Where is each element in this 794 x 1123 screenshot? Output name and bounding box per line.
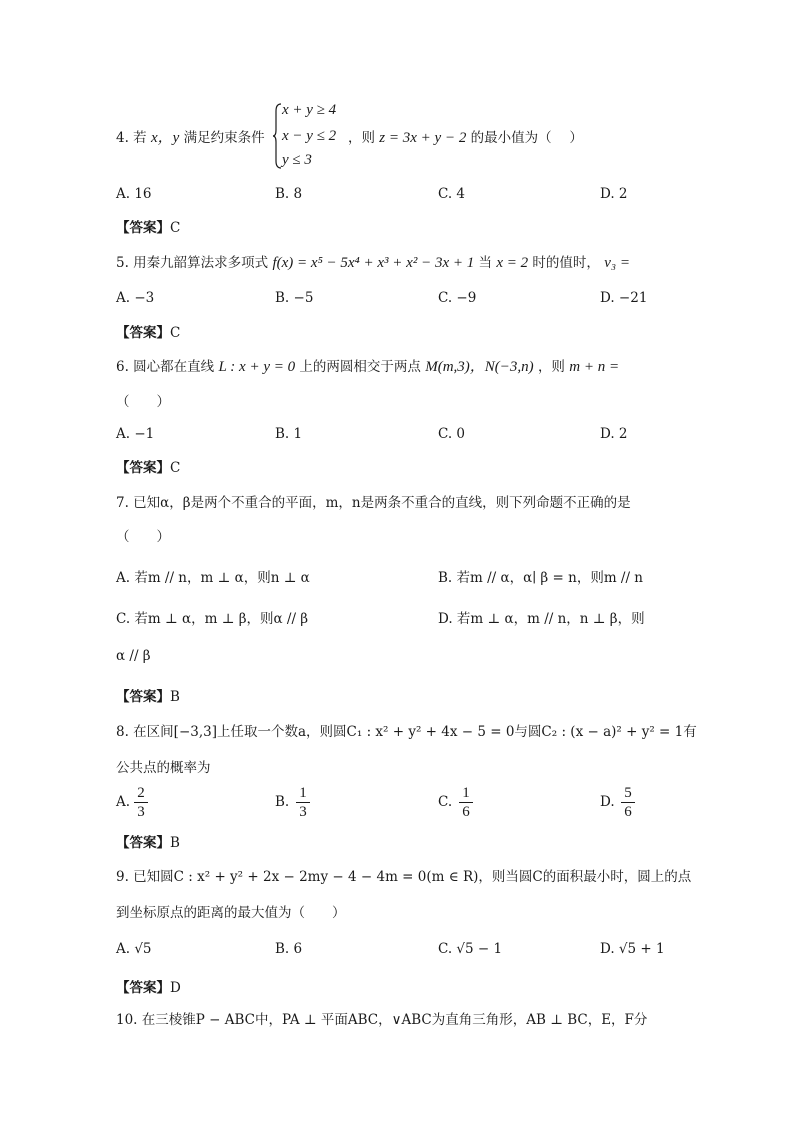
q8-option-d-fraction: $\frac{5}{6}$ (621, 784, 635, 821)
q4-vars: x，y (150, 130, 180, 146)
q8-option-a-label: A. (116, 794, 131, 810)
q7-option-a: A. 若m // n，m ⊥ α，则n ⊥ α (116, 570, 310, 586)
q6-option-b: B. 1 (275, 426, 303, 442)
q6-tail: ，则 (537, 359, 565, 375)
q9-answer: 【答案】D (116, 980, 181, 996)
q8-option-c-fraction: $\frac{1}{6}$ (459, 784, 473, 821)
q9-option-d: D. √5 + 1 (600, 941, 665, 957)
q4-option-c: C. 4 (438, 186, 466, 202)
q9-option-c: C. √5 − 1 (438, 941, 503, 957)
brace-icon (272, 103, 282, 169)
q5-answer-value: C (170, 325, 181, 341)
q5-option-d: D. −21 (600, 290, 648, 306)
q9-answer-value: D (170, 980, 181, 996)
q5-polynomial: f(x) = x⁵ − 5x⁴ + x³ + x² − 3x + 1 (272, 255, 475, 271)
q10-stem: 10. 在三棱锥P − ABC中，PA ⊥ 平面ABC，∨ABC为直角三角形，AB ⊥ BC，E，F分 (116, 1012, 648, 1028)
q6-answer-value: C (170, 460, 181, 476)
q6-mid: 上的两圆相交于两点 (299, 359, 421, 375)
q6-option-d: D. 2 (600, 426, 628, 442)
q6-option-c: C. 0 (438, 426, 466, 442)
q8-stem-cont: 公共点的概率为 (116, 760, 211, 776)
q6-answer: 【答案】C (116, 460, 181, 476)
q7-option-c: C. 若m ⊥ α，m ⊥ β，则α // β (116, 611, 309, 627)
q5-mid: 当 (478, 255, 493, 271)
q4-constraint-1: x + y ≥ 4 (282, 102, 337, 118)
q7-option-d: D. 若m ⊥ α，m // n，n ⊥ β，则 (438, 611, 645, 627)
q8-option-d-label: D. (600, 794, 615, 810)
q6-line: L : x + y = 0 (218, 359, 296, 375)
q4-tail1: ，则 (348, 130, 375, 146)
q6-option-a: A. −1 (116, 426, 155, 442)
q7-option-d-cont: α // β (116, 648, 151, 664)
q4-constraint-2: x − y ≤ 2 (282, 128, 337, 144)
q5-tail: 时的值时， (532, 255, 600, 271)
q8-answer-value: B (170, 835, 180, 851)
q6-expr: m + n = (569, 359, 620, 375)
q4-answer: 【答案】C (116, 220, 181, 236)
q9-stem: 9. 已知圆C : x² + y² + 2x − 2my − 4 − 4m = 0(m ∈ R)，则当圆C的面积最小时，圆上的点 (116, 869, 692, 885)
q4-option-d: D. 2 (600, 186, 628, 202)
q5-condition: x = 2 (496, 255, 529, 271)
q8-answer: 【答案】B (116, 835, 180, 851)
q4-constraint-3: y ≤ 3 (282, 152, 312, 168)
q5-option-c: C. −9 (438, 290, 477, 306)
q9-option-b: B. 6 (275, 941, 303, 957)
q5-option-a: A. −3 (116, 290, 155, 306)
q4-option-a: A. 16 (116, 186, 152, 202)
q7-answer: 【答案】B (116, 689, 180, 705)
q7-paren: （ ） (116, 529, 170, 545)
q6-paren: （ ） (116, 394, 170, 410)
q8-option-b-label: B. (275, 794, 290, 810)
q7-answer-value: B (170, 689, 180, 705)
q8-stem: 8. 在区间[−3,3]上任取一个数a，则圆C₁ : x² + y² + 4x − 5 = 0与圆C₂ : (x − a)² + y² = 1有 (116, 724, 697, 740)
q5-v3: v₃ = (604, 255, 630, 271)
q4-mid: 满足约束条件 (183, 130, 265, 146)
q8-option-b-fraction: $\frac{1}{3}$ (296, 784, 310, 821)
q5-answer: 【答案】C (116, 325, 181, 341)
q5-option-b: B. −5 (275, 290, 314, 306)
q8-option-c-label: C. (438, 794, 453, 810)
q4-option-b: B. 8 (275, 186, 303, 202)
q7-option-b: B. 若m // α，α∣ β = n，则m // n (438, 570, 644, 586)
q5-prefix: 5. 用秦九韶算法求多项式 (116, 255, 269, 271)
q6-points: M(m,3)，N(−3,n) (425, 359, 534, 375)
q4-objective: z = 3x + y − 2 (379, 130, 467, 146)
q7-stem: 7. 已知α，β是两个不重合的平面，m，n是两条不重合的直线，则下列命题不正确的是 (116, 495, 631, 511)
q9-stem-cont: 到坐标原点的距离的最大值为（ ） (116, 905, 346, 921)
q9-option-a: A. √5 (116, 941, 152, 957)
q8-option-a-fraction: $\frac{2}{3}$ (134, 784, 148, 821)
q6-prefix: 6. 圆心都在直线 (116, 359, 215, 375)
q4-tail2: 的最小值为（ ） (470, 130, 583, 146)
q4-answer-value: C (170, 220, 181, 236)
q4-prefix: 4. 若 (116, 130, 147, 146)
